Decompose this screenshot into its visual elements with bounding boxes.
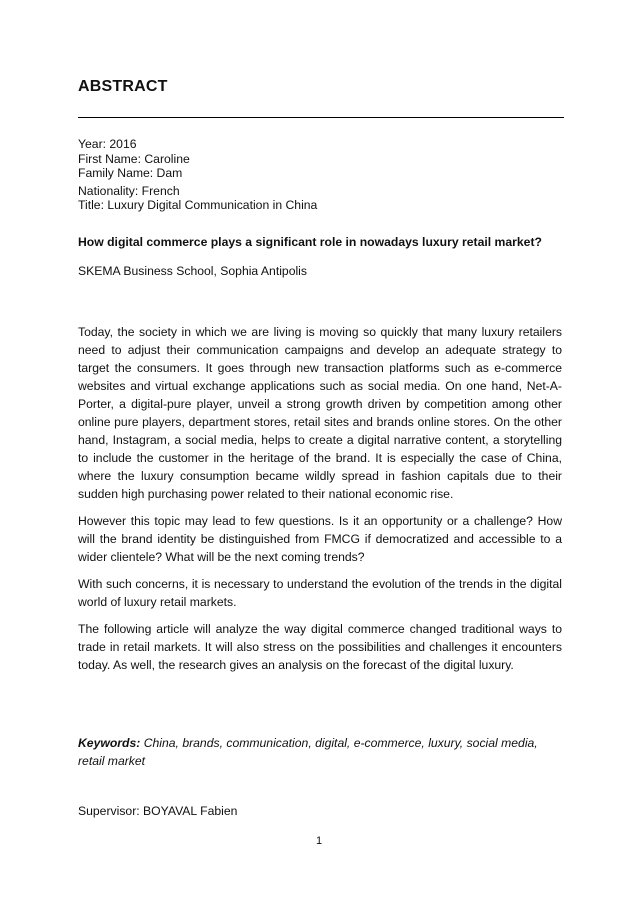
heading-divider xyxy=(78,117,564,118)
meta-title: Title: Luxury Digital Communication in China xyxy=(78,198,318,213)
abstract-body xyxy=(78,323,562,683)
supervisor: Supervisor: BOYAVAL Fabien xyxy=(78,804,238,818)
abstract-heading: ABSTRACT xyxy=(78,78,168,95)
research-question: How digital commerce plays a significant role in nowadays luxury retail market? xyxy=(78,235,542,249)
meta-first-name: First Name: Caroline xyxy=(78,151,190,166)
author-info xyxy=(78,137,317,213)
abstract-paragraph: However this topic may lead to few questions. Is it an opportunity or a challenge? How will the brand identity be distinguished from FMCG if democratized and accessible to a wider clientele? What will be the next coming trends? xyxy=(78,514,562,564)
meta-nationality: Nationality: French xyxy=(78,183,180,198)
keywords-list: China, brands, communication, digital, e-commerce, luxury, social media, retail market xyxy=(78,736,538,768)
page-number: 1 xyxy=(315,835,323,847)
school-affiliation: SKEMA Business School, Sophia Antipolis xyxy=(78,264,307,278)
meta-family-name: Family Name: Dam xyxy=(78,166,183,181)
keywords-label: Keywords: xyxy=(78,736,141,750)
abstract-paragraph: Today, the society in which we are living is moving so quickly that many luxury retailers need to adjust their communication campaigns and develop an adequate strategy to target the consumers. It goes through new transaction platforms such as e-commerce websites and virtual exchange applications such as social media. On one hand, Net-A-Porter, a digital-pure player, unveil a strong growth driven by competition among other online pure players, department stores, retail sites and brands online stores. On the other hand, Instagram, a social media, helps to create a digital narrative content, a storytelling to include the customer in the heritage of the brand. It is especially the case of China, where the luxury consumption became wildly spread in fashion capitals due to their sudden high purchasing power related to their national economic rise. xyxy=(78,325,562,501)
meta-year: Year: 2016 xyxy=(78,137,137,151)
keywords xyxy=(78,734,564,770)
abstract-paragraph: With such concerns, it is necessary to understand the evolution of the trends in the digital world of luxury retail markets. xyxy=(78,577,562,609)
abstract-paragraph: The following article will analyze the way digital commerce changed traditional ways to trade in retail markets. It will also stress on the possibilities and challenges it encounters today. As well, the research gives an analysis on the forecast of the digital luxury. xyxy=(78,622,562,672)
